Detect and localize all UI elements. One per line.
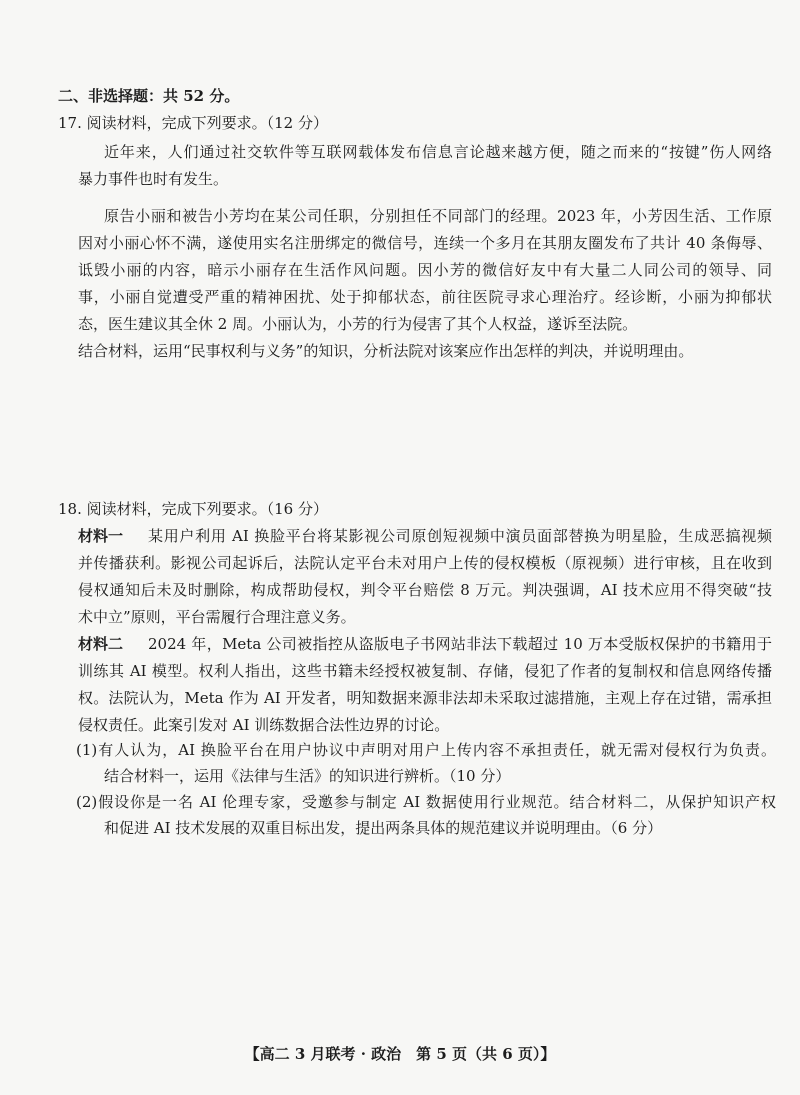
material1-line: 并传播获利。影视公司起诉后，法院认定平台未对用户上传的侵权模板（原视频）进行审核，且在收到 — [78, 554, 772, 572]
q17-stem: 17. 阅读材料，完成下列要求。（12 分） — [58, 114, 328, 132]
material2-label: 材料二 — [78, 635, 124, 653]
q17-line: 态，医生建议其全休 2 周。小丽认为，小芳的行为侵害了其个人权益，遂诉至法院。 — [78, 315, 638, 333]
material1-line: 某用户利用 AI 换脸平台将某影视公司原创短视频中演员面部替换为明星脸，生成恶搞视频 — [148, 527, 772, 545]
material2-line: 侵权责任。此案引发对 AI 训练数据合法性边界的讨论。 — [78, 716, 450, 734]
material2-line: 训练其 AI 模型。权利人指出，这些书籍未经授权被复制、存储，侵犯了作者的复制权和信息网络传播 — [78, 662, 772, 680]
q17-line: 原告小丽和被告小芳均在某公司任职，分别担任不同部门的经理。2023 年，小芳因生活、工作原 — [104, 207, 772, 225]
q18-sub1: 结合材料一，运用《法律与生活》的知识进行辨析。（10 分） — [104, 767, 511, 785]
material1-line: 术中立”原则，平台需履行合理注意义务。 — [78, 608, 356, 626]
material2-line: 2024 年，Meta 公司被指控从盗版电子书网站非法下载超过 10 万本受版权保护的书籍用于 — [148, 635, 772, 653]
q18-sub1: (1)有人认为，AI 换脸平台在用户协议中声明对用户上传内容不承担责任，就无需对侵权行为负责。 — [76, 741, 776, 759]
material2-line: 权。法院认为，Meta 作为 AI 开发者，明知数据来源非法却未采取过滤措施，主观上存在过错，需承担 — [78, 689, 772, 707]
page-footer: 【高二 3 月联考 · 政治 第 5 页（共 6 页）】 — [244, 1045, 556, 1063]
q18-sub2: 和促进 AI 技术发展的双重目标出发，提出两条具体的规范建议并说明理由。（6 分） — [104, 819, 663, 837]
q18-sub2: (2)假设你是一名 AI 伦理专家，受邀参与制定 AI 数据使用行业规范。结合材料二，从保护知识产权 — [76, 793, 776, 811]
q17-line: 近年来，人们通过社交软件等互联网载体发布信息言论越来越方便，随之而来的“按键”伤人网络 — [104, 143, 772, 161]
q17-line: 事，小丽自觉遭受严重的精神困扰、处于抑郁状态，前往医院寻求心理治疗。经诊断，小丽为抑郁状 — [78, 288, 772, 306]
q17-line: 因对小丽心怀不满，遂使用实名注册绑定的微信号，连续一个多月在其朋友圈发布了共计 40 条侮辱、 — [78, 234, 772, 252]
section-title: 二、非选择题：共 52 分。 — [58, 87, 240, 105]
material1-label: 材料一 — [78, 527, 124, 545]
material1-line: 侵权通知后未及时删除，构成帮助侵权，判令平台赔偿 8 万元。判决强调，AI 技术应用不得突破“技 — [78, 581, 772, 599]
q18-stem: 18. 阅读材料，完成下列要求。（16 分） — [58, 500, 328, 518]
q17-line: 诋毁小丽的内容，暗示小丽存在生活作风问题。因小芳的微信好友中有大量二人同公司的领导、同 — [78, 261, 772, 279]
q17-line: 暴力事件也时有发生。 — [78, 170, 229, 188]
q17-question: 结合材料，运用“民事权利与义务”的知识，分析法院对该案应作出怎样的判决，并说明理由。 — [78, 342, 694, 360]
